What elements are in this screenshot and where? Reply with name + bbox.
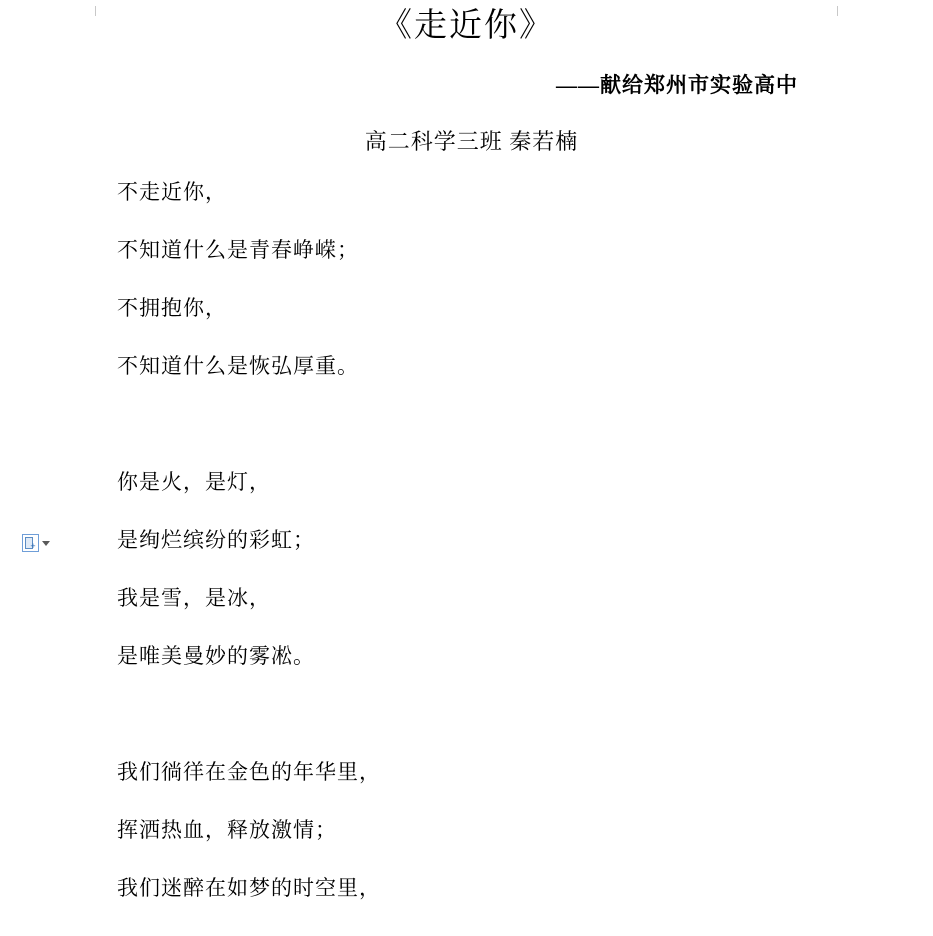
poem-line: 是绚烂缤纷的彩虹； <box>117 528 315 553</box>
poem-line: 不知道什么是青春峥嵘； <box>117 238 359 263</box>
paste-options-widget[interactable] <box>22 534 50 552</box>
page-title: 《走近你》 <box>379 8 554 44</box>
poem-line: 你是火，是灯， <box>117 470 271 495</box>
dedication-line: ——献给郑州市实验高中 <box>556 73 798 98</box>
poem-line: 挥洒热血，释放激情； <box>117 818 337 843</box>
poem-line: 我们徜徉在金色的年华里， <box>117 760 381 785</box>
paste-options-icon[interactable] <box>22 534 39 552</box>
stanza-separator <box>117 414 838 472</box>
poem-line: 是唯美曼妙的雾凇。 <box>117 644 315 669</box>
poem-line: 不走近你， <box>117 180 227 205</box>
plus-glyph: + <box>30 541 36 551</box>
document-page <box>0 6 933 936</box>
poem-line: 不拥抱你， <box>117 296 227 321</box>
poem-line: 不知道什么是恢弘厚重。 <box>117 354 359 379</box>
poem-line: 我是雪，是冰， <box>117 586 271 611</box>
author-byline: 高二科学三班 秦若楠 <box>364 129 579 155</box>
chevron-down-icon[interactable] <box>42 541 50 546</box>
poem-body <box>95 182 838 936</box>
poem-line: 我们迷醉在如梦的时空里， <box>117 876 381 901</box>
stanza-separator <box>117 704 838 762</box>
